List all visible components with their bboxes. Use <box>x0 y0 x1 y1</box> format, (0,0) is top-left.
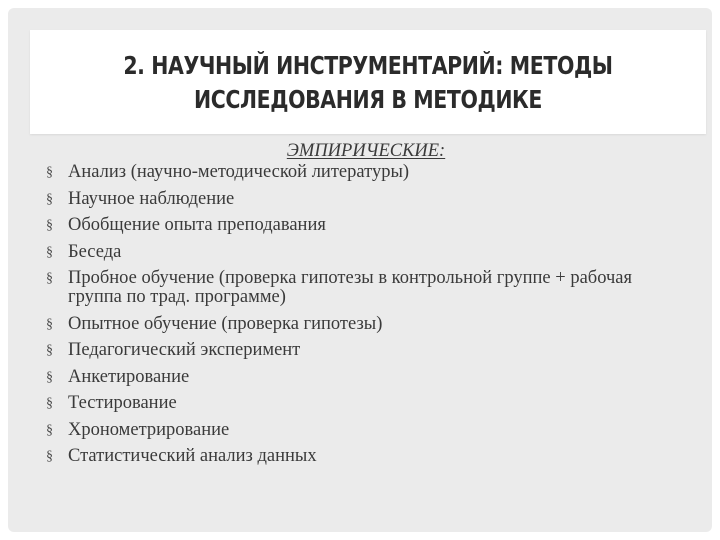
slide-title <box>91 49 645 117</box>
bullet-list <box>46 163 686 466</box>
bullet-marker-icon: § <box>46 316 53 332</box>
list-item-text: Тестирование <box>68 393 177 413</box>
bullet-marker-icon: § <box>46 449 53 464</box>
title-box <box>30 30 706 134</box>
bullet-marker-icon: § <box>46 165 53 180</box>
list-item-text: Педагогический эксперимент <box>68 340 301 360</box>
list-item <box>46 421 686 440</box>
list-item-text: Опытное обучение (проверка гипотезы) <box>68 313 383 334</box>
list-item <box>46 190 686 209</box>
slide-content <box>46 139 686 474</box>
list-item <box>46 216 686 235</box>
list-item-text: Хронометрирование <box>68 419 230 440</box>
bullet-marker-icon: § <box>46 191 53 207</box>
list-item-text: Обобщение опыта преподавания <box>68 215 326 235</box>
title-line-1: 2. НАУЧНЫЙ ИНСТРУМЕНТАРИЙ: МЕТОДЫ <box>123 51 613 80</box>
list-item <box>46 163 686 182</box>
list-item-text: Научное наблюдение <box>68 188 235 209</box>
list-item <box>46 447 686 466</box>
list-item <box>46 394 686 413</box>
subheading: ЭМПИРИЧЕСКИЕ: <box>286 141 446 161</box>
list-item-text: Беседа <box>68 241 122 262</box>
bullet-marker-icon: § <box>46 422 53 438</box>
bullet-marker-icon: § <box>46 369 53 385</box>
title-line-2: ИССЛЕДОВАНИЯ В МЕТОДИКЕ <box>193 85 543 114</box>
list-item-text: Анализ (научно-методической литературы) <box>68 162 410 182</box>
bullet-marker-icon: § <box>46 271 53 286</box>
bullet-marker-icon: § <box>46 244 53 260</box>
list-item-text: Пробное обучение (проверка гипотезы в контрольной группе + рабочая группа по трад. программе) <box>68 268 632 307</box>
bullet-marker-icon: § <box>46 218 53 233</box>
list-item <box>46 243 686 262</box>
bullet-marker-icon: § <box>46 343 53 358</box>
list-item <box>46 368 686 387</box>
bullet-marker-icon: § <box>46 396 53 411</box>
list-item <box>46 269 686 307</box>
list-item <box>46 315 686 334</box>
list-item-text: Статистический анализ данных <box>68 446 317 466</box>
list-item-text: Анкетирование <box>68 366 190 387</box>
list-item <box>46 341 686 360</box>
